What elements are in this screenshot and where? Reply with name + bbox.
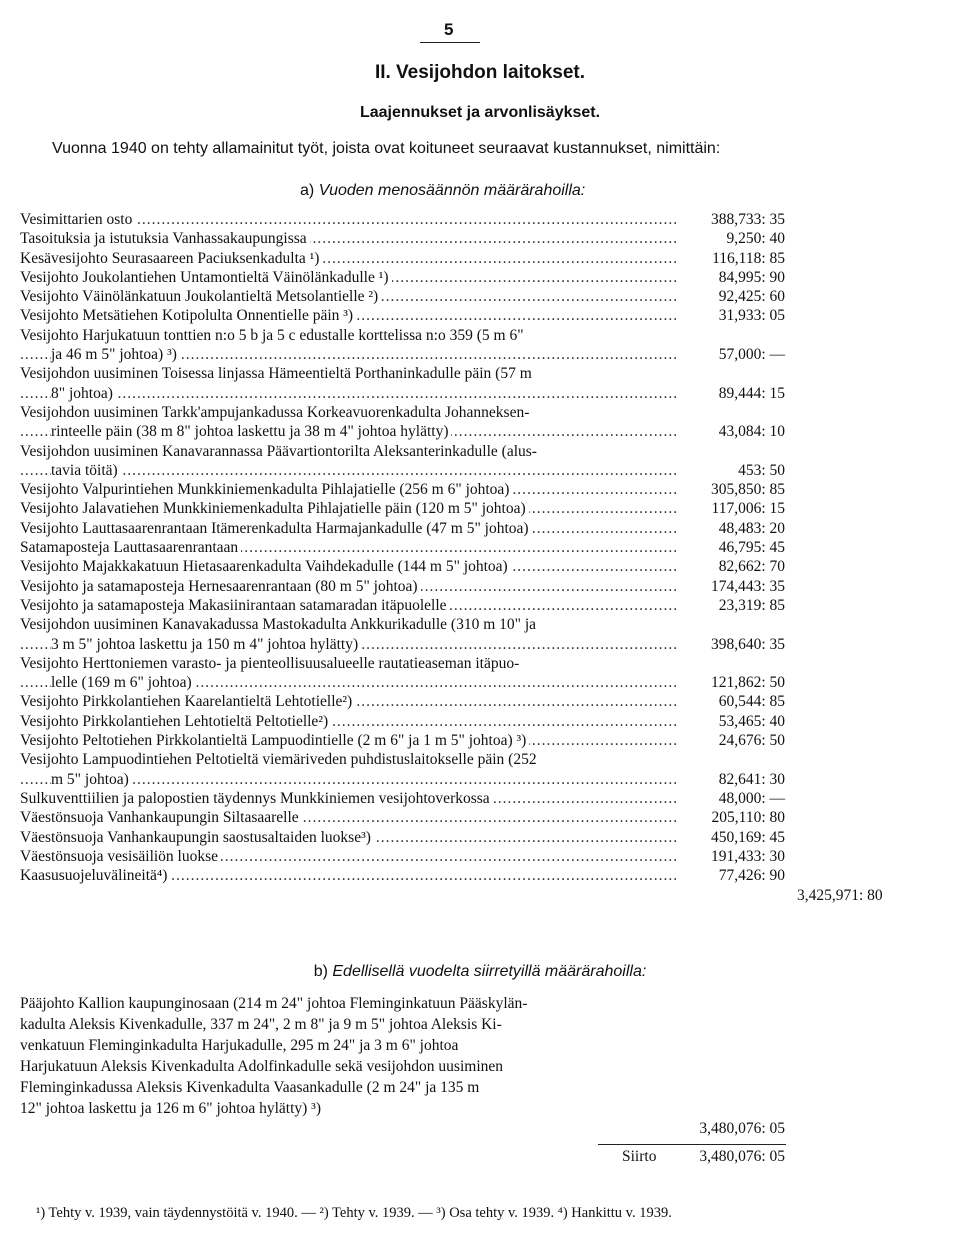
expense-label	[20, 635, 677, 654]
paragraph-line: 12" johtoa laskettu ja 126 m 6" johtoa hylätty) ³)	[20, 1100, 321, 1117]
expense-label	[20, 306, 677, 325]
paragraph-line: venkatuun Fleminginkadulta Harjukadulle, 295 m 24" ja 3 m 6" johtoa	[20, 1037, 459, 1054]
expense-label	[20, 596, 677, 615]
expense-amount: 205,110: 80	[711, 809, 785, 827]
expense-label-text: Sulkuventtiilien ja palopostien täydennys Munkkiniemen vesijohtoverkossa	[20, 790, 493, 807]
expense-label-text: 3 m 5" johtoa laskettu ja 150 m 4" johtoa hylätty)	[51, 636, 361, 653]
expense-row	[20, 731, 785, 750]
expense-amount: 398,640: 35	[710, 635, 785, 653]
expense-amount: 31,933: 05	[718, 307, 785, 325]
expense-amount: 24,676: 50	[718, 732, 785, 750]
expense-label-text: Vesimittarien osto	[20, 211, 135, 228]
expense-amount: 23,319: 85	[718, 596, 785, 614]
expense-row	[20, 268, 785, 287]
expense-label	[20, 557, 677, 576]
expense-row	[20, 692, 785, 711]
expense-row	[20, 480, 785, 499]
expense-label-text: 8" johtoa)	[51, 385, 116, 402]
expense-amount: 9,250: 40	[726, 230, 785, 248]
expense-row	[20, 287, 785, 306]
page-number-rule	[420, 42, 480, 43]
expense-row	[20, 673, 785, 692]
expense-row	[20, 461, 785, 480]
expense-label	[20, 461, 677, 480]
expense-amount: 305,850: 85	[710, 481, 785, 499]
expense-line-first: Vesijohdon uusiminen Toisessa linjassa Hämeentieltä Porthaninkadulle päin (57 m	[20, 365, 532, 383]
expense-amount: 89,444: 15	[718, 384, 785, 402]
part-b-marker: b)	[313, 963, 328, 980]
expense-label	[20, 789, 677, 808]
expense-label-text: Vesijohto Metsätiehen Kotipolulta Onnentielle päin ³)	[20, 307, 356, 324]
expense-amount: 77,426: 90	[718, 867, 785, 885]
expense-amount: 450,169: 45	[710, 828, 785, 846]
siirto-rule	[598, 1144, 786, 1145]
expense-row	[20, 306, 785, 325]
siirto-amount: 3,480,076: 05	[699, 1148, 785, 1165]
expense-label-text: lelle (169 m 6" johtoa)	[51, 674, 195, 691]
expense-label-text: m 5" johtoa)	[51, 771, 132, 788]
expense-line-first: Vesijohdon uusiminen Tarkk'ampujankadussa Korkeavuorenkadulta Johanneksen-	[20, 403, 530, 421]
expense-amount: 121,862: 50	[710, 674, 785, 692]
footnotes: ¹) Tehty v. 1939, vain täydennystöitä v. 1940. — ²) Tehty v. 1939. — ³) Osa tehty v. 1939. ⁴) Hankittu v. 1939.	[36, 1205, 672, 1221]
part-b-heading-text: Edellisellä vuodelta siirretyillä määrärahoilla:	[332, 963, 647, 980]
expense-amount: 92,425: 60	[718, 288, 785, 306]
expense-row	[20, 557, 785, 576]
expense-row	[20, 828, 785, 847]
expense-row	[20, 712, 785, 731]
expense-label-text: Vesijohto Väinölänkatuun Joukolantieltä Metsolantielle ²)	[20, 288, 381, 305]
expense-label-text: Vesijohto ja satamaposteja Hernesaarenrantaan (80 m 5" johtoa)	[20, 578, 421, 595]
expense-amount: 453: 50	[738, 461, 785, 479]
expense-label-text: Vesijohto Joukolantiehen Untamontieltä Väinölänkadulle ¹)	[20, 269, 392, 286]
expense-amount: 117,006: 15	[711, 500, 785, 518]
intro-paragraph: Vuonna 1940 on tehty allamainitut työt, joista ovat koituneet seuraavat kustannukset, nimittäin:	[52, 140, 721, 157]
section-subtitle: Laajennukset ja arvonlisäykset.	[359, 104, 601, 121]
expense-row	[20, 808, 785, 827]
expense-label	[20, 731, 677, 750]
expense-row	[20, 789, 785, 808]
part-b-amount: 3,480,076: 05	[699, 1120, 785, 1137]
expense-row	[20, 519, 785, 538]
part-a-heading	[300, 182, 585, 200]
expense-label-text: Vesijohto Lauttasaarenrantaan Itämerenkadulta Harmajankadulle (47 m 5" johtoa)	[20, 520, 532, 537]
expense-row	[20, 538, 785, 557]
expense-label-text: ja 46 m 5" johtoa) ³)	[51, 346, 180, 363]
expense-row	[20, 866, 785, 885]
expense-label	[20, 770, 677, 789]
expense-label	[20, 229, 677, 248]
expense-amount: 53,465: 40	[718, 712, 785, 730]
siirto-label: Siirto	[622, 1148, 657, 1165]
expense-label	[20, 577, 677, 596]
expense-label	[20, 480, 677, 499]
part-b-paragraph	[20, 993, 666, 1119]
expense-amount: 191,433: 30	[710, 847, 785, 865]
expense-label-text: Vesijohto Valpurintiehen Munkkiniemenkadulta Pihlajatielle (256 m 6" johtoa)	[20, 481, 512, 498]
expense-amount: 43,084: 10	[718, 423, 785, 441]
expense-label	[20, 538, 677, 557]
expense-label	[20, 808, 677, 827]
expense-label-text: Vesijohto Pirkkolantiehen Lehtotieltä Peltotielle²)	[20, 713, 331, 730]
expense-label-text: tavia töitä)	[51, 462, 121, 479]
expense-label-text: Satamaposteja Lauttasaarenrantaan	[20, 539, 241, 556]
paragraph-line: kadulta Aleksis Kivenkadulle, 337 m 24", 2 m 8" ja 9 m 5" johtoa Aleksis Ki-	[20, 1016, 502, 1033]
expense-label-text: Vesijohto Pirkkolantiehen Kaarelantieltä Lehtotielle²)	[20, 693, 355, 710]
expense-amount: 48,483: 20	[718, 519, 785, 537]
expense-label	[20, 499, 677, 518]
expense-label-text: Vesijohto ja satamaposteja Makasiinirantaan satamaradan itäpuolelle	[20, 597, 450, 614]
expense-amount: 84,995: 90	[718, 268, 785, 286]
paragraph-line: Fleminginkadussa Aleksis Kivenkadulta Vaasankadulle (2 m 24" ja 135 m	[20, 1079, 480, 1096]
expense-label	[20, 828, 677, 847]
expense-row	[20, 499, 785, 518]
expense-label-text: Väestönsuoja Vanhankaupungin saostusaltaiden luokse³)	[20, 829, 374, 846]
expense-row	[20, 422, 785, 441]
expense-row	[20, 770, 785, 789]
expense-label	[20, 847, 677, 866]
expense-line-first: Vesijohto Harjukatuun tonttien n:o 5 b ja 5 c edustalle korttelissa n:o 359 (5 m 6"	[20, 326, 524, 344]
expense-row	[20, 249, 785, 268]
expense-row	[20, 847, 785, 866]
expense-line-first: Vesijohdon uusiminen Kanavakadussa Mastokadulta Ankkurikadulle (310 m 10" ja	[20, 616, 537, 634]
part-b-heading	[0, 963, 960, 981]
expense-label-text: Väestönsuoja vesisäiliön luokse	[20, 848, 221, 865]
expense-label-text: Väestönsuoja Vanhankaupungin Siltasaarelle	[20, 809, 302, 826]
expense-label-text: Tasoituksia ja istutuksia Vanhassakaupungissa	[20, 230, 310, 247]
expense-amount: 46,795: 45	[718, 539, 785, 557]
expense-row	[20, 635, 785, 654]
expense-label	[20, 268, 677, 287]
expense-line-first: Vesijohto Lampuodintiehen Peltotieltä viemäriveden puhdistuslaitokselle päin (252	[20, 751, 537, 769]
expense-line-first: Vesijohto Herttoniemen varasto- ja pienteollisuusalueelle rautatieaseman itäpuo-	[20, 654, 520, 672]
expense-amount: 82,662: 70	[718, 558, 785, 576]
expense-label-text: Kesävesijohto Seurasaareen Paciuksenkadulta ¹)	[20, 250, 322, 267]
expense-label	[20, 287, 677, 306]
expense-line-first: Vesijohdon uusiminen Kanavarannassa Päävartiontorilta Aleksanterinkadulle (alus-	[20, 442, 537, 460]
expense-amount: 82,641: 30	[718, 770, 785, 788]
section-title: II. Vesijohdon laitokset.	[374, 62, 586, 83]
expense-label-text: Kaasusuojeluvälineitä⁴)	[20, 867, 170, 884]
expense-row	[20, 345, 785, 364]
expense-label-text: rinteelle päin (38 m 8" johtoa laskettu ja 38 m 4" johtoa hylätty)	[51, 423, 451, 440]
expense-label	[20, 519, 677, 538]
expense-row	[20, 229, 785, 248]
expense-amount: 60,544: 85	[718, 693, 785, 711]
expense-row	[20, 384, 785, 403]
expense-amount: 48,000: —	[718, 789, 785, 807]
expense-label	[20, 866, 677, 885]
expense-label	[20, 673, 677, 692]
expense-label	[20, 422, 677, 441]
expense-label	[20, 384, 677, 403]
expense-label	[20, 345, 677, 364]
page-number: 5	[444, 20, 454, 39]
expense-amount: 388,733: 35	[710, 211, 785, 228]
expense-amount: 174,443: 35	[710, 577, 785, 595]
expense-label	[20, 249, 677, 268]
paragraph-line: Harjukatuun Aleksis Kivenkadulta Adolfinkadulle sekä vesijohdon uusiminen	[20, 1058, 504, 1075]
paragraph-line: Pääjohto Kallion kaupunginosaan (214 m 24" johtoa Fleminginkatuun Pääskylän-	[20, 995, 528, 1012]
part-a-marker: a)	[300, 182, 315, 199]
expense-label-text: Vesijohto Majakkakatuun Hietasaarenkadulta Vaihdekadulle (144 m 5" johtoa)	[20, 558, 511, 575]
expense-row	[20, 210, 785, 229]
expense-label	[20, 692, 677, 711]
part-a-heading-text: Vuoden menosäännön määrärahoilla:	[318, 182, 586, 199]
expense-amount: 57,000: —	[718, 346, 785, 364]
expense-label-text: Vesijohto Peltotiehen Pirkkolantieltä Lampuodintielle (2 m 6" ja 1 m 5" johtoa) ³)	[20, 732, 529, 749]
part-a-total: 3,425,971: 80	[797, 887, 883, 904]
expense-list	[20, 210, 785, 885]
expense-label-text: Vesijohto Jalavatiehen Munkkiniemenkadulta Pihlajatielle päin (120 m 5" johtoa)	[20, 500, 529, 517]
expense-row	[20, 596, 785, 615]
expense-amount: 116,118: 85	[712, 249, 785, 267]
expense-label	[20, 210, 677, 229]
expense-label	[20, 712, 677, 731]
expense-row	[20, 577, 785, 596]
